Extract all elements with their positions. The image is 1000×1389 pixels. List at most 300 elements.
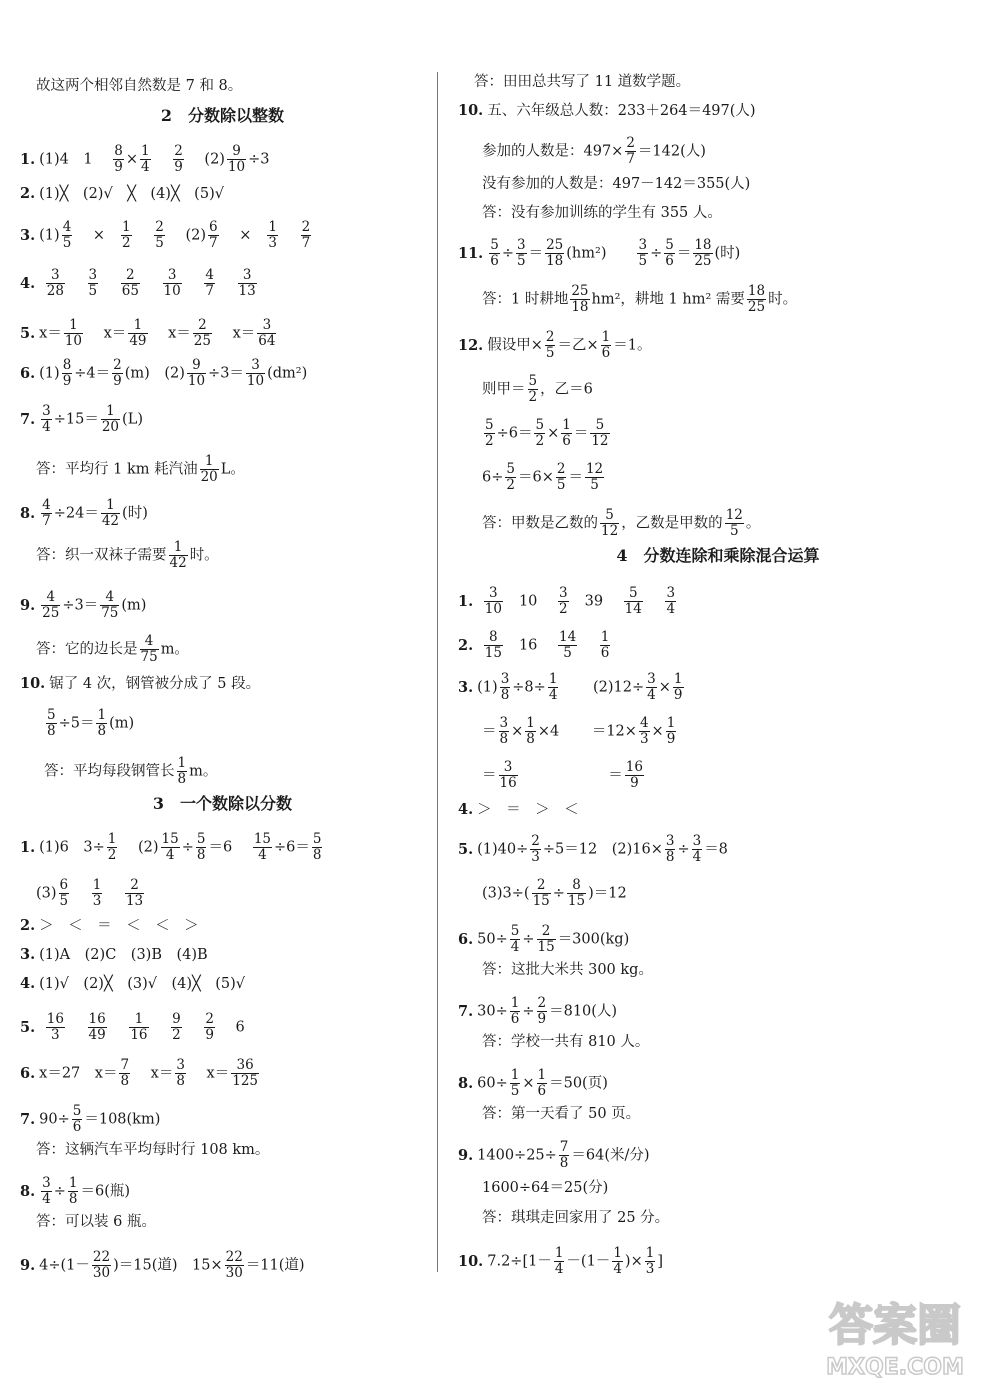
text-segment: 7.2÷[1－ [487, 1253, 552, 1270]
fraction-denominator: 8 [665, 849, 675, 865]
fraction-numerator: 9 [187, 358, 206, 374]
answer-line [20, 945, 208, 965]
fraction-denominator: 9 [113, 373, 122, 389]
fraction-numerator: 8 [567, 878, 586, 894]
fraction-denominator: 8 [499, 731, 509, 747]
fraction-numerator: 5 [624, 586, 643, 602]
fraction-numerator: 5 [590, 418, 609, 434]
column-divider [437, 72, 438, 1272]
fraction-numerator: 4 [205, 267, 214, 283]
fraction-denominator: 5 [590, 477, 599, 493]
fraction-denominator: 5 [59, 893, 69, 909]
fraction [692, 834, 703, 865]
fraction [625, 136, 636, 167]
fraction [537, 924, 556, 955]
fraction-denominator: 8 [526, 731, 535, 747]
section-heading: 3 一个数除以分数 [152, 794, 293, 813]
text-segment: ÷ [53, 1183, 66, 1200]
fraction [171, 1012, 182, 1043]
text-segment: ＝6× [517, 469, 554, 486]
fraction-denominator: 5 [563, 645, 572, 661]
fraction-denominator: 125 [232, 1073, 259, 1089]
fraction-denominator: 65 [121, 283, 139, 299]
fraction-numerator: 1 [601, 329, 611, 345]
fraction-numerator: 14 [559, 629, 577, 645]
text-segment: 时。 [189, 547, 219, 564]
fraction-numerator: 2 [113, 357, 122, 373]
fraction [510, 1068, 521, 1099]
fraction-denominator: 25 [747, 299, 766, 315]
fraction [41, 404, 52, 435]
text-segment: 60÷ [477, 1075, 508, 1092]
fraction [673, 672, 684, 703]
fraction-denominator: 12 [601, 523, 619, 539]
fraction [227, 144, 246, 175]
fraction-numerator: 3 [499, 760, 518, 776]
fraction-numerator: 7 [559, 1139, 569, 1155]
fraction-numerator: 2 [301, 219, 311, 235]
fraction [600, 508, 619, 539]
fraction-numerator: 4 [42, 497, 51, 513]
fraction [204, 1012, 215, 1043]
text-segment: 39 [584, 593, 604, 610]
fraction [554, 1246, 565, 1277]
fraction [121, 268, 140, 299]
fraction-numerator: 2 [556, 461, 566, 477]
fraction [225, 1250, 244, 1281]
fraction-denominator: 16 [130, 1027, 148, 1043]
text-segment: ＝11(道) [245, 1257, 305, 1274]
fraction [484, 630, 503, 661]
fraction [112, 358, 123, 389]
fraction-numerator: 25 [571, 283, 589, 299]
text-segment: 6 [235, 1019, 245, 1036]
text-segment: ] [657, 1253, 663, 1270]
text-segment: x＝ [168, 325, 191, 342]
text-segment: (时) [714, 245, 741, 262]
fraction-denominator: 6 [665, 253, 674, 269]
fraction-denominator: 9 [630, 775, 639, 791]
answer-line [458, 586, 678, 617]
question-number: 3. [20, 946, 36, 963]
fraction-numerator: 1 [92, 877, 102, 893]
text-segment: 五、六年级总人数：233＋264＝497(人) [487, 103, 756, 119]
fraction-numerator: 3 [42, 1175, 51, 1191]
fraction-numerator: 3 [88, 267, 98, 283]
fraction-numerator: 1 [68, 1175, 78, 1191]
answer-line [20, 498, 148, 529]
answer-line [20, 1058, 261, 1089]
fraction-denominator: 49 [129, 333, 147, 349]
text-segment: × [92, 227, 106, 244]
fraction-denominator: 9 [205, 1027, 214, 1043]
fraction-denominator: 2 [122, 235, 131, 251]
question-number: 9. [20, 1256, 36, 1274]
fraction-numerator: 2 [205, 1011, 214, 1027]
fraction-numerator: 18 [694, 237, 712, 253]
fraction [204, 268, 215, 299]
text-segment: 。 [745, 515, 761, 532]
text-segment: L。 [220, 461, 245, 478]
fraction [62, 220, 73, 251]
fraction-denominator: 4 [548, 687, 558, 703]
fraction [301, 220, 312, 251]
fraction-numerator: 3 [500, 671, 510, 687]
fraction-denominator: 6 [72, 1119, 82, 1135]
fraction-numerator: 5 [72, 1103, 82, 1119]
fraction-numerator: 2 [193, 318, 212, 334]
answer-line: 答：没有参加训练的学生有 355 人。 [482, 205, 722, 221]
fraction-numerator: 1 [101, 498, 120, 514]
fraction-numerator: 8 [484, 630, 503, 646]
text-segment: ＝ [482, 723, 497, 740]
answer-line: 答：田田总共写了 11 道数学题。 [474, 74, 691, 90]
fraction-denominator: 8 [97, 723, 107, 739]
fraction [140, 144, 151, 175]
fraction-numerator: 1 [101, 404, 120, 420]
fraction-denominator: 6 [510, 1011, 520, 1027]
text-segment: )× [624, 1253, 643, 1270]
fraction [72, 1104, 83, 1135]
text-segment: )＝12 [588, 885, 627, 902]
answer-line [482, 418, 612, 449]
fraction [489, 238, 500, 269]
fraction [499, 716, 510, 747]
text-segment: ÷6＝ [274, 839, 310, 856]
fraction-numerator: 1 [548, 671, 558, 687]
text-segment: ÷ [677, 841, 690, 858]
text-segment: 30÷ [477, 1003, 508, 1020]
fraction-numerator: 3 [665, 833, 675, 849]
fraction-denominator: 7 [209, 235, 218, 251]
fraction [505, 462, 516, 493]
text-segment: (2)12÷ [593, 679, 645, 696]
fraction-denominator: 42 [169, 555, 187, 571]
fraction-denominator: 2 [528, 389, 538, 405]
fraction-denominator: 15 [567, 893, 586, 909]
fraction-denominator: 14 [624, 601, 642, 617]
watermark-logo-icon [800, 1288, 990, 1383]
fraction-numerator: 3 [42, 403, 51, 419]
fraction-denominator: 64 [258, 333, 276, 349]
fraction [570, 284, 589, 315]
fraction-numerator: 5 [506, 461, 515, 477]
text-segment: 假设甲× [487, 337, 543, 354]
answer-line [458, 238, 740, 269]
fraction [637, 238, 648, 269]
fraction-numerator: 1 [554, 1245, 564, 1261]
question-number: 5. [458, 840, 474, 858]
fraction [161, 832, 180, 863]
watermark-url: MXQE.COM [826, 1355, 964, 1380]
text-segment: ＝ [568, 469, 583, 486]
text-segment: ＝ [482, 767, 497, 784]
question-number: 1. [20, 150, 36, 168]
fraction-numerator: 4 [140, 634, 159, 650]
fraction-numerator: 5 [312, 831, 322, 847]
text-segment: (1)╳ (2)√ ╳ (4)╳ (5)√ [39, 186, 224, 202]
fraction-numerator: 5 [485, 417, 494, 433]
text-segment: x＝27 x＝ [39, 1065, 118, 1082]
fraction-denominator: 5 [545, 345, 555, 361]
fraction-numerator: 1 [169, 540, 188, 556]
answer-line [36, 454, 245, 485]
answer-line [482, 136, 706, 167]
question-number: 4. [458, 801, 474, 818]
text-segment: (1) [477, 679, 498, 696]
fraction-numerator: 3 [666, 585, 676, 601]
answer-line [20, 1250, 305, 1281]
fraction [140, 634, 159, 665]
text-segment: (1) [39, 365, 60, 382]
fraction [665, 586, 676, 617]
question-number: 8. [20, 504, 36, 522]
fraction-numerator: 2 [174, 143, 183, 159]
fraction-numerator: 1 [268, 219, 277, 235]
fraction [41, 1176, 52, 1207]
text-segment: ＝6 [208, 839, 233, 856]
text-segment: ＝300(kg) [557, 931, 630, 948]
question-number: 2. [20, 917, 36, 934]
fraction-denominator: 6 [600, 645, 610, 661]
fraction-denominator: 8 [312, 847, 322, 863]
fraction-numerator: 8 [114, 143, 123, 159]
text-line: 故这两个相邻自然数是 7 和 8。 [36, 78, 243, 94]
fraction [196, 832, 207, 863]
text-segment: × [658, 679, 671, 696]
fraction-denominator: 6 [562, 433, 571, 449]
fraction [558, 630, 577, 661]
fraction-denominator: 8 [196, 847, 206, 863]
answer-line: 1600÷64＝25(分) [482, 1180, 609, 1196]
answer-line [458, 924, 629, 955]
text-segment: ＝ [676, 245, 692, 262]
answer-line [20, 220, 313, 251]
fraction [561, 418, 572, 449]
fraction-numerator: 1 [666, 715, 676, 731]
text-segment: × [651, 723, 664, 740]
answer-line [20, 974, 245, 994]
fraction-denominator: 18 [571, 299, 589, 315]
fraction [125, 878, 144, 909]
question-number: 3. [458, 678, 474, 696]
fraction-numerator: 1 [562, 417, 571, 433]
fraction-numerator: 36 [231, 1058, 259, 1074]
fraction [312, 832, 323, 863]
fraction-denominator: 4 [141, 159, 150, 175]
text-segment: x＝ [150, 1065, 174, 1082]
text-segment: ，乙＝6 [540, 381, 593, 398]
answer-line [20, 832, 324, 863]
fraction-numerator: 16 [625, 759, 643, 775]
fraction-numerator: 2 [121, 268, 140, 284]
fraction-denominator: 15 [484, 645, 502, 661]
fraction [545, 330, 556, 361]
text-segment: 50÷ [477, 931, 508, 948]
text-segment: ÷5＝ [58, 715, 95, 732]
fraction [639, 716, 650, 747]
fraction-denominator: 13 [238, 283, 256, 299]
question-number: 6. [20, 364, 36, 382]
section-heading: 2 分数除以整数 [160, 106, 285, 125]
answer-line [20, 318, 278, 349]
fraction-numerator: 7 [120, 1057, 130, 1073]
fraction-denominator: 16 [499, 775, 517, 791]
fraction-denominator: 8 [559, 1155, 569, 1171]
fraction [590, 418, 609, 449]
text-segment: (hm²) [566, 245, 636, 262]
fraction-denominator: 4 [666, 601, 676, 617]
text-segment: ＝12× [591, 723, 637, 740]
fraction-numerator: 1 [526, 715, 535, 731]
fraction [68, 1176, 79, 1207]
fraction-denominator: 42 [101, 513, 120, 529]
fraction-numerator: 3 [559, 585, 568, 601]
answer-line: 答：这批大米共 300 kg。 [482, 962, 653, 978]
question-number: 10. [458, 102, 484, 119]
fraction [484, 418, 495, 449]
fraction-numerator: 1 [600, 629, 610, 645]
fraction [46, 708, 57, 739]
answer-line: 答：可以装 6 瓶。 [36, 1214, 156, 1230]
answer-line [458, 996, 617, 1027]
fraction [537, 1068, 548, 1099]
fraction [530, 834, 541, 865]
fraction-denominator: 7 [42, 513, 51, 529]
question-number: 4. [20, 274, 36, 292]
text-segment: ÷15＝ [53, 411, 99, 428]
fraction-numerator: 3 [638, 237, 648, 253]
fraction-numerator: 16 [88, 1011, 106, 1027]
fraction [693, 238, 712, 269]
fraction-denominator: 30 [225, 1265, 243, 1281]
text-segment: ＝142(人) [637, 143, 706, 160]
answer-line: 答：这辆汽车平均每时行 108 km。 [36, 1142, 270, 1158]
fraction [600, 630, 611, 661]
text-segment: x＝ [103, 325, 127, 342]
fraction [208, 220, 219, 251]
fraction [169, 540, 188, 571]
fraction-denominator: 4 [647, 687, 656, 703]
text-segment: ＝ [528, 245, 544, 262]
fraction-numerator: 9 [227, 144, 246, 160]
text-segment: ÷ [181, 839, 194, 856]
watermark-logo-text: 答案圈 [829, 1300, 961, 1351]
question-number: 12. [458, 336, 484, 354]
text-segment: ÷3＝ [208, 365, 244, 382]
question-number: 8. [458, 1074, 474, 1092]
fraction-denominator: 3 [531, 849, 540, 865]
text-segment: 答：织一双袜子需要 [36, 547, 167, 564]
question-number: 9. [20, 596, 36, 614]
fraction-denominator: 6 [490, 253, 499, 269]
text-segment: (1) [39, 227, 60, 244]
fraction-numerator: 4 [41, 590, 60, 606]
fraction [556, 462, 567, 493]
fraction-numerator: 5 [665, 237, 674, 253]
text-segment: × [547, 425, 560, 442]
answer-line: 1. (1)4 1 $\frac{8}{9}$ × $\frac{1}{4}$ $\frac{2}{9}$ (2) $\frac{9}{10}$ ÷3 [20, 143, 270, 175]
fraction-denominator: 49 [88, 1027, 106, 1043]
fraction-numerator: 1 [107, 831, 117, 847]
text-segment: ÷24＝ [53, 505, 99, 522]
text-segment: 4÷(1－ [39, 1257, 90, 1274]
fraction [500, 672, 511, 703]
fraction [59, 878, 70, 909]
fraction-denominator: 5 [729, 523, 739, 539]
fraction [46, 268, 65, 299]
fraction-denominator: 4 [510, 939, 520, 955]
answer-line [20, 358, 307, 389]
fraction-denominator: 9 [174, 159, 183, 175]
fraction-numerator: 5 [196, 831, 206, 847]
fraction-numerator: 4 [100, 590, 119, 606]
fraction [88, 268, 99, 299]
fraction-denominator: 9 [537, 1011, 547, 1027]
text-segment: (L) [122, 411, 143, 428]
answer-line: 答：第一天看了 50 页。 [482, 1106, 641, 1122]
answer-line [20, 404, 143, 435]
text-segment: 则甲＝ [482, 381, 526, 398]
fraction [92, 878, 103, 909]
fraction-denominator: 5 [88, 283, 98, 299]
fraction [41, 590, 60, 621]
fraction [200, 454, 219, 485]
fraction-numerator: 1 [200, 454, 219, 470]
text-segment: ÷6＝ [496, 425, 533, 442]
fraction-denominator: 10 [163, 283, 181, 299]
fraction-denominator: 4 [42, 419, 51, 435]
fraction [665, 834, 676, 865]
answer-line [482, 508, 760, 539]
fraction-denominator: 2 [535, 433, 545, 449]
fraction [528, 374, 539, 405]
text-segment: ＝6(瓶) [80, 1183, 131, 1200]
text-segment: (2) [185, 227, 206, 244]
fraction-denominator: 10 [187, 373, 206, 389]
fraction [559, 1140, 570, 1171]
fraction-denominator: 4 [554, 1261, 564, 1277]
fraction-denominator: 5 [155, 235, 164, 251]
fraction [534, 418, 545, 449]
fraction-numerator: 5 [47, 707, 56, 723]
question-number: 1. [20, 838, 36, 856]
fraction-numerator: 16 [46, 1011, 64, 1027]
fraction [187, 358, 206, 389]
fraction-numerator: 3 [484, 586, 503, 602]
fraction-denominator: 75 [101, 605, 119, 621]
fraction-denominator: 4 [613, 1261, 622, 1277]
fraction [747, 284, 766, 315]
fraction [516, 238, 527, 269]
fraction-numerator: 18 [747, 283, 766, 299]
fraction-denominator: 2 [485, 433, 494, 449]
fraction-numerator: 2 [626, 135, 635, 151]
answer-line [20, 1104, 160, 1135]
fraction-denominator: 9 [673, 687, 683, 703]
fraction [128, 318, 147, 349]
text-segment: ＞ ＝ ＞ ＜ [477, 802, 579, 818]
text-segment: x＝ [206, 1065, 230, 1082]
fraction-denominator: 25 [42, 605, 60, 621]
fraction-denominator: 6 [601, 345, 611, 361]
fraction-numerator: 1 [613, 1245, 622, 1261]
fraction-denominator: 4 [42, 1191, 51, 1207]
text-segment: ＝8 [704, 841, 728, 858]
fraction-numerator: 5 [528, 373, 538, 389]
answer-line [482, 462, 606, 493]
fraction-denominator: 30 [92, 1265, 111, 1281]
